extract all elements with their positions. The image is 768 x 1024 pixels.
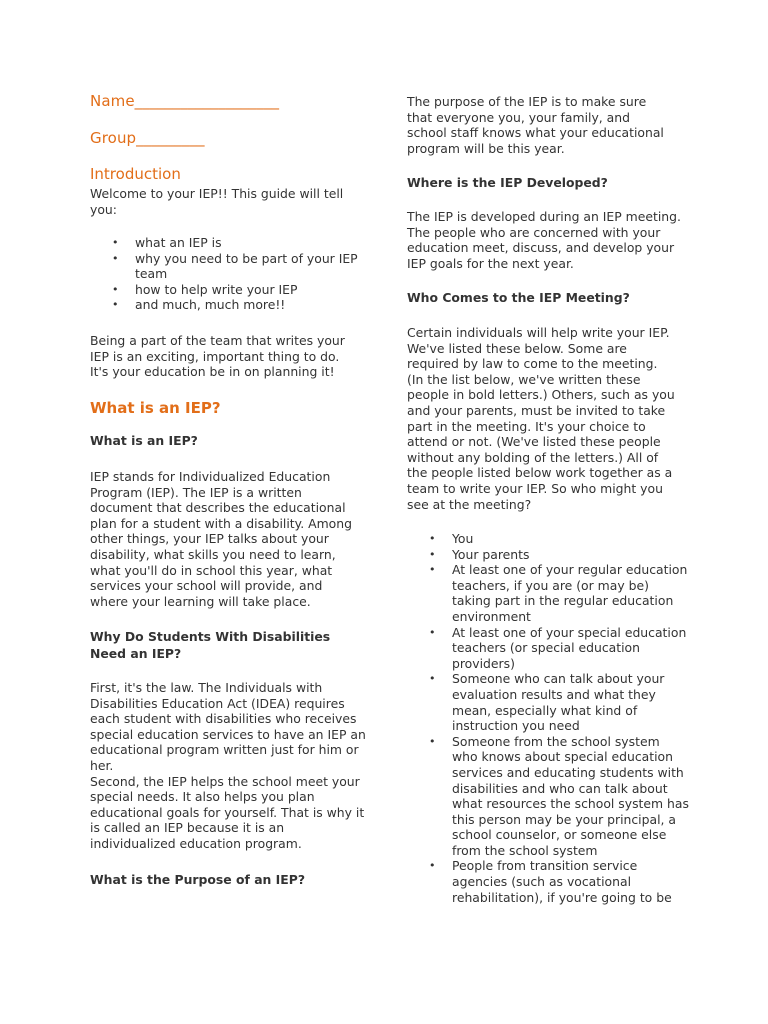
why-paragraph-2: Second, the IEP helps the school meet your special needs. It also helps you plan educational goals for yourself. That is why it is called an IEP because it is an individualized education program.: [90, 773, 365, 851]
list-item: • how to help write your IEP: [90, 282, 368, 298]
list-item: • why you need to be part of your IEP team: [90, 251, 368, 282]
team-paragraph: Being a part of the team that writes your IEP is an exciting, important thing to do. It's your education be in on planning it!: [90, 333, 345, 380]
purpose-paragraph: The purpose of the IEP is to make sure that everyone you, your family, and school staff knows what your educational program will be this year.: [407, 94, 664, 156]
intro-list: [90, 235, 368, 313]
list-item: • People from transition service agencies (such as vocational rehabilitation), if you're going to be: [407, 858, 689, 905]
list-item: • what an IEP is: [90, 235, 368, 251]
list-item: • Your parents: [407, 547, 689, 563]
where-developed-subheading: Where is the IEP Developed?: [407, 175, 608, 190]
why-paragraph-1: First, it's the law. The Individuals with Disabilities Education Act (IDEA) requires each student with disabilities who receives special education services to have an IEP an educational program written just for him or her.: [90, 680, 366, 773]
why-need-iep-subheading: Why Do Students With Disabilities Need an IEP?: [90, 629, 331, 661]
list-item: • You: [407, 531, 689, 547]
what-is-iep-subheading: What is an IEP?: [90, 433, 198, 448]
list-item: • Someone who can talk about your evaluation results and what they mean, especially what kind of instruction you need: [407, 671, 689, 733]
purpose-subheading: What is the Purpose of an IEP?: [90, 872, 306, 887]
intro-paragraph: Welcome to your IEP!! This guide will tell you:: [90, 186, 344, 217]
list-item: • Someone from the school system who knows about special education services and educating students with disabilities and who can talk about what resources the school system has this person may be your principal, a school counselor, or someone else from the school system: [407, 734, 689, 859]
list-item: • and much, much more!!: [90, 297, 368, 313]
where-developed-paragraph: The IEP is developed during an IEP meeting. The people who are concerned with your education meet, discuss, and develop your IEP goals for the next year.: [407, 209, 681, 271]
attendees-list: [407, 531, 689, 905]
why-need-iep-text: [90, 680, 368, 852]
introduction-heading: Introduction: [90, 165, 181, 183]
list-item: • At least one of your regular education teachers, if you are (or may be) taking part in the regular education environment: [407, 562, 689, 624]
list-item: • At least one of your special education teachers (or special education providers): [407, 625, 689, 672]
name-field-label: Name___________________: [90, 92, 280, 110]
who-comes-subheading: Who Comes to the IEP Meeting?: [407, 290, 630, 305]
group-field-label: Group_________: [90, 129, 205, 147]
what-is-iep-heading: What is an IEP?: [90, 399, 221, 417]
who-comes-paragraph: Certain individuals will help write your IEP. We've listed these below. Some are required by law to come to the meeting. (In the list below, we've written these people in bold letters.) Others, such as you and your parents, must be invited to take part in the meeting. It's your choice to attend or not. (We've listed these people without any bolding of the letters.) All of the people listed below work together as a team to write your IEP. So who might you see at the meeting?: [407, 325, 675, 512]
what-is-iep-paragraph: IEP stands for Individualized Education Program (IEP). The IEP is a written document that describes the educational plan for a student with a disability. Among other things, your IEP talks about your disability, what skills you need to learn, what you'll do in school this year, what services your school will provide, and where your learning will take place.: [90, 469, 352, 609]
